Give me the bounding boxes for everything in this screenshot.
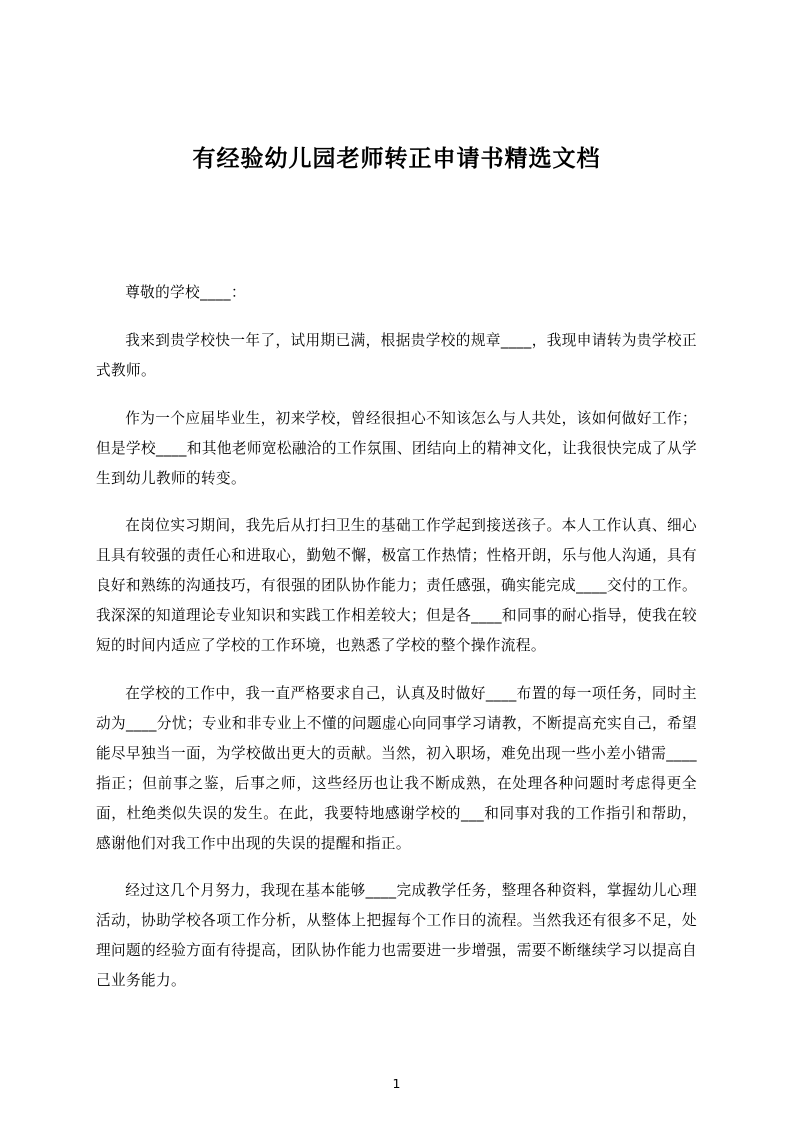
page-title: 有经验幼儿园老师转正申请书精选文档 <box>192 146 601 173</box>
paragraph-4: 在学校的工作中，我一直严格要求自己，认真及时做好____布置的每一项任务，同时主动为____分忧；专业和非专业上不懂的问题虚心向同事学习请教，不断提高充实自己，希望能尽早独当一面，为学校做出更大的贡献。当然，初入职场，难免出现一些小差小错需____指正；但前事之鉴，后事之师，这些经历也让我不断成熟，在处理各种问题时考虑得更全面，杜绝类似失误的发生。在此，我要特地感谢学校的___和同事对我的工作指引和帮助，感谢他们对我工作中出现的失误的提醒和指正。 <box>96 684 697 852</box>
page-number: 1 <box>392 1076 401 1091</box>
salutation: 尊敬的学校____： <box>125 284 246 301</box>
paragraph-3: 在岗位实习期间，我先后从打扫卫生的基础工作学起到接送孩子。本人工作认真、细心且具有较强的责任心和进取心，勤勉不懈，极富工作热情；性格开朗，乐与他人沟通，具有良好和熟练的沟通技巧，有很强的团队协作能力；责任感强，确实能完成____交付的工作。我深深的知道理论专业知识和实践工作相差较大；但是各____和同事的耐心指导，使我在较短的时间内适应了学校的工作环境，也熟悉了学校的整个操作流程。 <box>96 517 697 655</box>
document-body <box>96 278 697 1014</box>
paragraph-2: 作为一个应届毕业生，初来学校，曾经很担心不知该怎么与人共处，该如何做好工作；但是学校____和其他老师宽松融洽的工作氛围、团结向上的精神文化，让我很快完成了从学生到幼儿教师的转变。 <box>96 409 697 487</box>
paragraph-1: 我来到贵学校快一年了，试用期已满，根据贵学校的规章____，我现申请转为贵学校正式教师。 <box>96 331 697 379</box>
paragraph-5: 经过这几个月努力，我现在基本能够____完成教学任务，整理各种资料，掌握幼儿心理活动，协助学校各项工作分析，从整体上把握每个工作日的流程。当然我还有很多不足，处理问题的经验方面有待提高，团队协作能力也需要进一步增强，需要不断继续学习以提高自己业务能力。 <box>96 882 697 990</box>
